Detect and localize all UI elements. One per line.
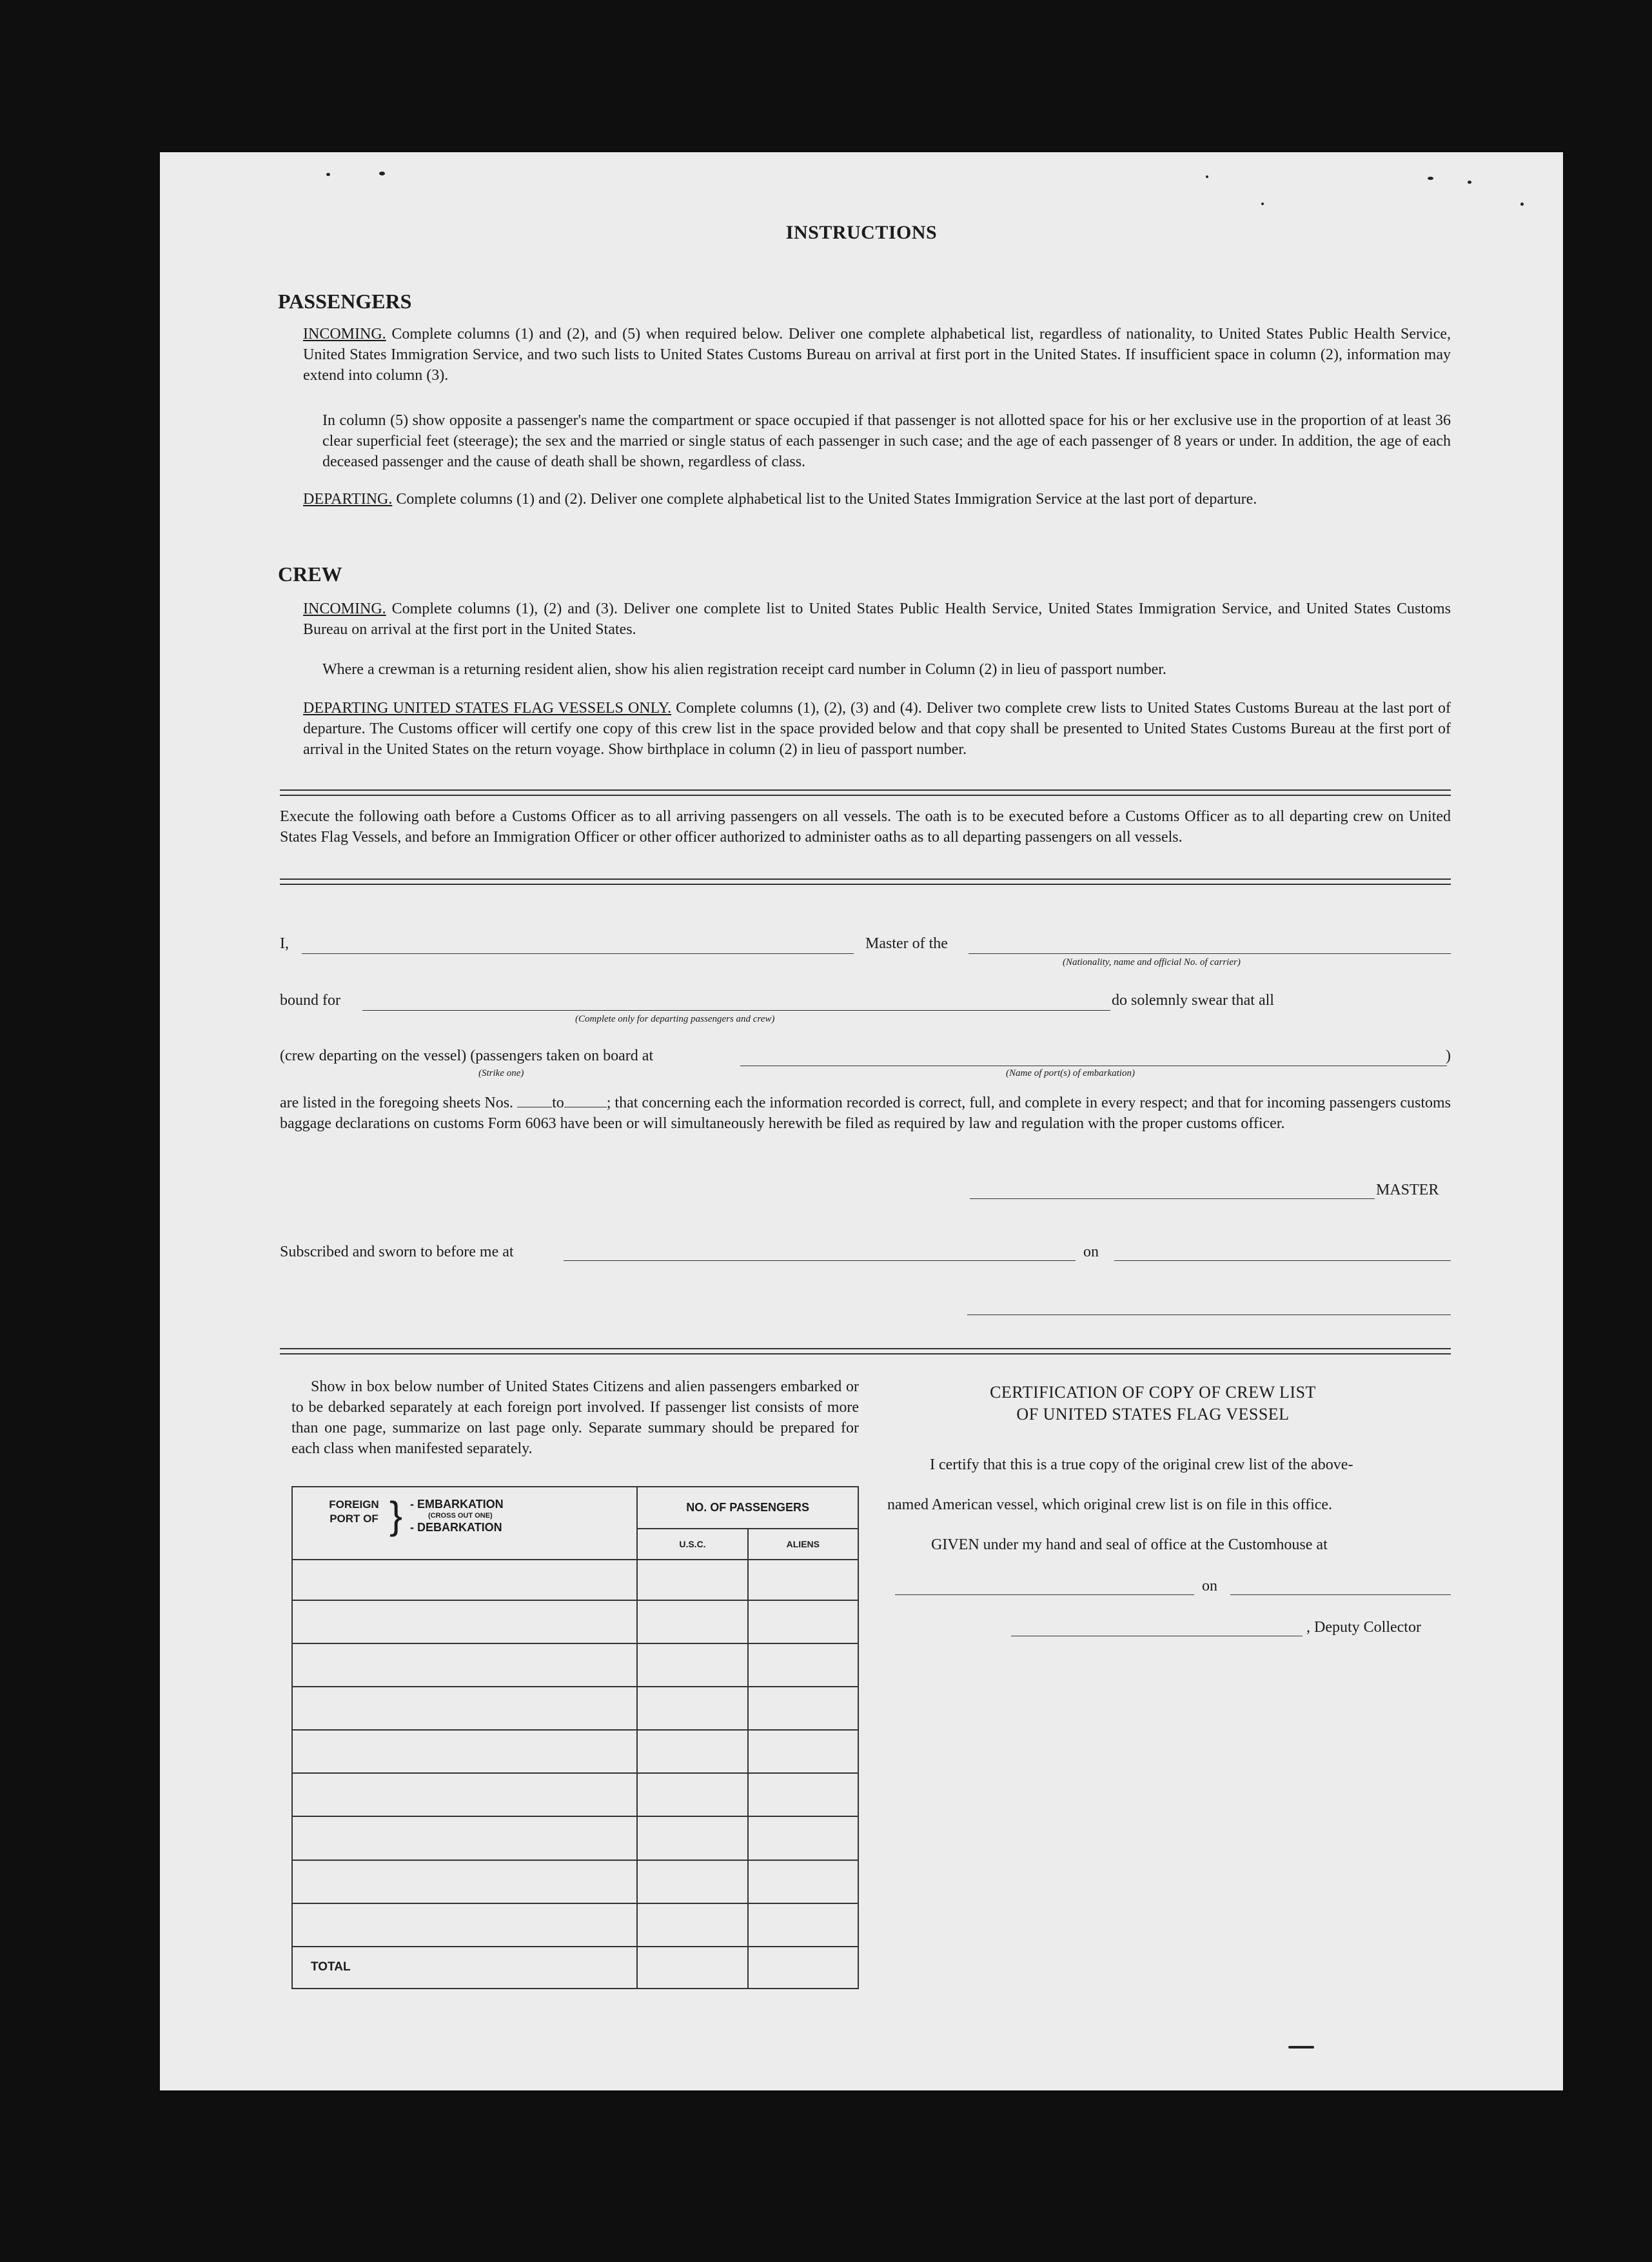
listed-paragraph	[280, 1093, 1451, 1134]
debarkation-label: - DEBARKATION	[410, 1521, 502, 1534]
certification-heading	[908, 1382, 1398, 1425]
port-cell[interactable]	[292, 1860, 637, 1903]
aliens-cell[interactable]	[748, 1643, 858, 1687]
listed-post: ; that concerning each the information recorded is correct, full, and complete in every respect; and that for incoming passengers customs baggage declarations on customs Form 6063 have been or will simultaneously herewith be filed as required by law and regulation with the proper customs officer.	[280, 1095, 1451, 1132]
carrier-field[interactable]	[969, 953, 1451, 954]
certification-date-field[interactable]	[1230, 1594, 1451, 1595]
passengers-column5: In column (5) show opposite a passenger's name the compartment or space occupied if that passenger is not allotted space for his or her exclusive use in the proportion of at least 36 clear superficial feet (steerage); the sex and the married or single status of each passenger in such case; and the age of each passenger of 8 years or under. In addition, the age of each deceased passenger and the cause of death shall be shown, regardless of class.	[322, 412, 1451, 470]
usc-cell[interactable]	[637, 1860, 747, 1903]
divider	[280, 878, 1451, 880]
certification-on-label: on	[1202, 1578, 1217, 1594]
divider	[280, 884, 1451, 885]
aliens-cell[interactable]	[748, 1816, 858, 1860]
passengers-departing-text: Complete columns (1) and (2). Deliver one complete alphabetical list to the United States Immigration Service at the last port of departure.	[396, 491, 1257, 508]
oath-execute-text: Execute the following oath before a Customs Officer as to all arriving passengers on all vessels. The oath is to be executed before a Customs Officer as to all departing crew on United States Flag Vessels, and before an Immigration Officer or other officer authorized to administer oaths as to all departing passengers on all vessels.	[280, 808, 1451, 846]
embarkation-label: - EMBARKATION	[410, 1498, 504, 1511]
passengers-incoming-text: Complete columns (1) and (2), and (5) when required below. Deliver one complete alphabetical list, regardless of nationality, to United States Public Health Service, United States Immigration Service, and two such lists to United States Customs Bureau on arrival at first port in the United States. If insufficient space in column (2), information may extend into column (3).	[303, 326, 1451, 384]
crew-departing-label: DEPARTING UNITED STATES FLAG VESSELS ONLY.	[303, 700, 672, 717]
master-label: MASTER	[1376, 1182, 1439, 1198]
port-hint: (Name of port(s) of embarkation)	[1006, 1068, 1135, 1078]
oath-i-label: I,	[280, 935, 289, 952]
passengers-departing	[303, 489, 1451, 510]
port-cell[interactable]	[292, 1600, 637, 1643]
aliens-total-cell[interactable]	[748, 1947, 858, 1989]
port-cell[interactable]	[292, 1773, 637, 1816]
form-page	[160, 152, 1563, 2090]
passenger-summary-table	[291, 1486, 859, 1989]
usc-cell[interactable]	[637, 1560, 747, 1600]
given-line: GIVEN under my hand and seal of office at the Customhouse at	[931, 1536, 1328, 1553]
port-cell[interactable]	[292, 1560, 637, 1600]
passengers-departing-label: DEPARTING.	[303, 491, 393, 508]
certification-heading-line1: CERTIFICATION OF COPY OF CREW LIST	[990, 1383, 1316, 1402]
aliens-header: ALIENS	[748, 1529, 858, 1560]
crew-incoming	[303, 599, 1451, 640]
listed-to: to	[552, 1095, 564, 1111]
bound-for-label: bound for	[280, 992, 340, 1009]
carrier-hint: (Nationality, name and official No. of carrier)	[1063, 957, 1241, 967]
master-of-the-label: Master of the	[865, 935, 948, 952]
master-signature-field[interactable]	[970, 1198, 1375, 1199]
crew-incoming-text: Complete columns (1), (2) and (3). Deliver one complete list to United States Public Health Service, United States Immigration Service, and United States Customs Bureau on arrival at the first port in the United States.	[303, 600, 1451, 638]
crew-departing	[303, 698, 1451, 760]
crew-departing-label-line: (crew departing on the vessel) (passengers taken on board at	[280, 1047, 654, 1064]
scan-speck	[1520, 203, 1524, 206]
sheet-to-field[interactable]	[564, 1094, 607, 1107]
passengers-incoming	[303, 324, 1451, 386]
divider	[280, 1348, 1451, 1349]
port-cell[interactable]	[292, 1903, 637, 1947]
subscribed-on-label: on	[1083, 1244, 1099, 1260]
foreign-port-label: FOREIGN PORT OF	[329, 1498, 379, 1525]
strike-one-hint: (Strike one)	[478, 1068, 524, 1078]
divider	[280, 795, 1451, 796]
aliens-cell[interactable]	[748, 1687, 858, 1730]
bound-for-field[interactable]	[362, 1010, 1110, 1011]
scan-speck	[1288, 2046, 1314, 2049]
usc-total-cell[interactable]	[637, 1947, 747, 1989]
port-cell[interactable]	[292, 1643, 637, 1687]
certify-line2: named American vessel, which original crew list is on file in this office.	[887, 1496, 1333, 1513]
aliens-cell[interactable]	[748, 1600, 858, 1643]
subscribed-date-field[interactable]	[1114, 1260, 1451, 1261]
passengers-heading: PASSENGERS	[278, 290, 412, 313]
usc-cell[interactable]	[637, 1643, 747, 1687]
close-paren: )	[1446, 1047, 1451, 1064]
scan-speck	[1468, 181, 1471, 184]
aliens-cell[interactable]	[748, 1903, 858, 1947]
subscribed-label: Subscribed and sworn to before me at	[280, 1244, 514, 1260]
usc-cell[interactable]	[637, 1816, 747, 1860]
bound-hint: (Complete only for departing passengers and crew)	[575, 1014, 775, 1024]
scan-speck	[1428, 177, 1433, 180]
divider	[280, 789, 1451, 791]
aliens-cell[interactable]	[748, 1730, 858, 1773]
subscribed-place-field[interactable]	[564, 1260, 1076, 1261]
crew-heading: CREW	[278, 562, 342, 586]
usc-cell[interactable]	[637, 1687, 747, 1730]
scan-speck	[326, 173, 330, 176]
crew-incoming-label: INCOMING.	[303, 600, 386, 617]
summary-instructions: Show in box below number of United States Citizens and alien passengers embarked or to be debarked separately at each foreign port involved. If passenger list consists of more than one page, summarize on last page only. Separate summary should be prepared for each class when manifested separately.	[291, 1378, 859, 1457]
certify-line1: I certify that this is a true copy of the original crew list of the above-	[930, 1456, 1353, 1473]
page-title: INSTRUCTIONS	[785, 222, 938, 243]
deputy-collector-label: , Deputy Collector	[1306, 1619, 1421, 1636]
usc-cell[interactable]	[637, 1600, 747, 1643]
customhouse-field[interactable]	[895, 1594, 1194, 1595]
certification-heading-line2: OF UNITED STATES FLAG VESSEL	[1016, 1405, 1290, 1424]
divider	[280, 1353, 1451, 1354]
sheet-from-field[interactable]	[517, 1094, 552, 1107]
aliens-cell[interactable]	[748, 1560, 858, 1600]
port-cell[interactable]	[292, 1687, 637, 1730]
usc-header: U.S.C.	[637, 1529, 747, 1560]
scan-speck	[379, 172, 385, 175]
brace: }	[389, 1494, 403, 1537]
port-cell[interactable]	[292, 1730, 637, 1773]
scan-speck	[1206, 175, 1208, 178]
passengers-incoming-label: INCOMING.	[303, 326, 386, 342]
master-name-field[interactable]	[302, 953, 854, 954]
scan-speck	[1261, 203, 1264, 205]
listed-pre: are listed in the foregoing sheets Nos.	[280, 1095, 514, 1111]
no-passengers-header: NO. OF PASSENGERS	[637, 1487, 858, 1529]
usc-cell[interactable]	[637, 1730, 747, 1773]
crew-departing-text: Complete columns (1), (2), (3) and (4). Deliver two complete crew lists to United States Customs Bureau at the last port of departure. The Customs officer will certify one copy of this crew list in the space provided below and that copy shall be presented to United States Customs Bureau at the first port of arrival in the United States on the return voyage. Show birthplace in column (2) in lieu of passport number.	[303, 700, 1451, 758]
cross-out-label: (CROSS OUT ONE)	[428, 1512, 493, 1520]
port-header-cell	[292, 1487, 637, 1560]
usc-cell[interactable]	[637, 1903, 747, 1947]
swear-label: do solemnly swear that all	[1112, 992, 1274, 1009]
aliens-cell[interactable]	[748, 1773, 858, 1816]
total-label: TOTAL	[292, 1947, 637, 1989]
crew-resident-alien: Where a crewman is a returning resident alien, show his alien registration receipt card number in Column (2) in lieu of passport number.	[322, 661, 1166, 678]
usc-cell[interactable]	[637, 1773, 747, 1816]
aliens-cell[interactable]	[748, 1860, 858, 1903]
port-cell[interactable]	[292, 1816, 637, 1860]
